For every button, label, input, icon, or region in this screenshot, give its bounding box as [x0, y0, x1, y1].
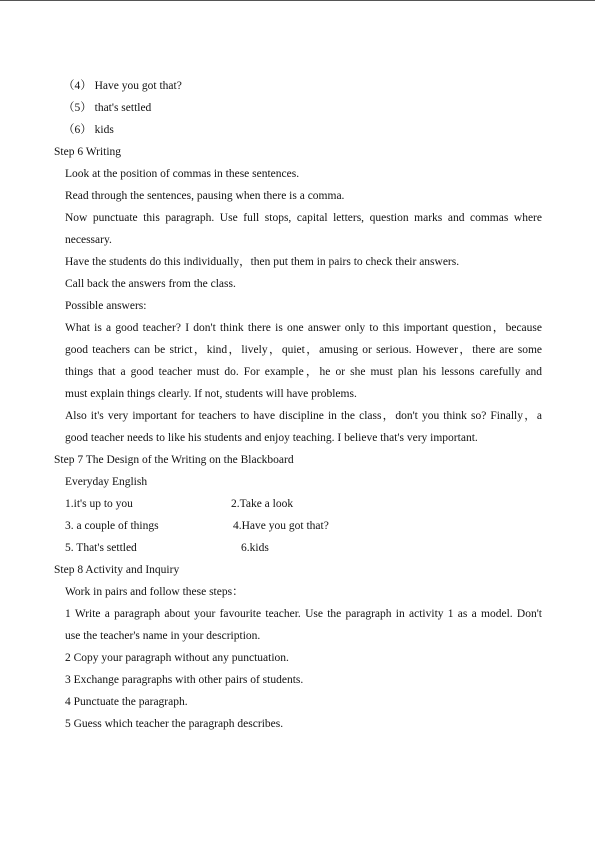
paragraph-line: Everyday English: [65, 476, 148, 488]
paragraph-line: Possible answers:: [65, 300, 147, 312]
paragraph-line: Work in pairs and follow these steps：: [65, 586, 244, 598]
list-item: （4） Have you got that?: [63, 80, 182, 92]
paragraph-line: things that a good teacher must do. For example，he or she must plan his lessons carefully and: [65, 366, 542, 378]
list-item: （6） kids: [63, 124, 114, 136]
paragraph-line: 2 Copy your paragraph without any punctuation.: [65, 652, 289, 664]
section-heading: Step 6 Writing: [54, 146, 122, 158]
blackboard-item: 5. That's settled: [65, 542, 137, 554]
paragraph-line: Call back the answers from the class.: [65, 278, 236, 290]
paragraph-line: necessary.: [65, 234, 112, 246]
blackboard-item: 3. a couple of things: [65, 520, 159, 532]
blackboard-item: 4.Have you got that?: [233, 520, 329, 532]
paragraph-line: good teacher needs to like his students and enjoy teaching. I believe that's very important.: [65, 432, 478, 444]
paragraph-line: 4 Punctuate the paragraph.: [65, 696, 188, 708]
paragraph-line: use the teacher's name in your description.: [65, 630, 261, 642]
paragraph-line: Read through the sentences, pausing when there is a comma.: [65, 190, 345, 202]
paragraph-line: Look at the position of commas in these sentences.: [65, 168, 300, 180]
list-item: （5） that's settled: [63, 102, 152, 114]
blackboard-item: 2.Take a look: [231, 498, 294, 510]
paragraph-line: 1 Write a paragraph about your favourite teacher. Use the paragraph in activity 1 as a model. Don't: [65, 608, 542, 620]
paragraph-line: Also it's very important for teachers to have discipline in the class，don't you think so? Finally，a: [65, 410, 542, 422]
blackboard-item: 6.kids: [241, 542, 269, 554]
paragraph-line: 5 Guess which teacher the paragraph describes.: [65, 718, 284, 730]
paragraph-line: What is a good teacher? I don't think there is one answer only to this important question，because: [65, 322, 542, 334]
paragraph-line: must explain things clearly. If not, students will have problems.: [65, 388, 357, 400]
paragraph-line: Have the students do this individually，then put them in pairs to check their answers.: [65, 256, 460, 268]
paragraph-line: 3 Exchange paragraphs with other pairs of students.: [65, 674, 304, 686]
section-heading: Step 7 The Design of the Writing on the Blackboard: [54, 454, 294, 466]
paragraph-line: Now punctuate this paragraph. Use full stops, capital letters, question marks and commas where: [65, 212, 542, 224]
paragraph-line: good teachers can be strict，kind，lively，quiet，amusing or serious. However，there are some: [65, 344, 542, 356]
section-heading: Step 8 Activity and Inquiry: [54, 564, 180, 576]
blackboard-item: 1.it's up to you: [65, 498, 133, 510]
